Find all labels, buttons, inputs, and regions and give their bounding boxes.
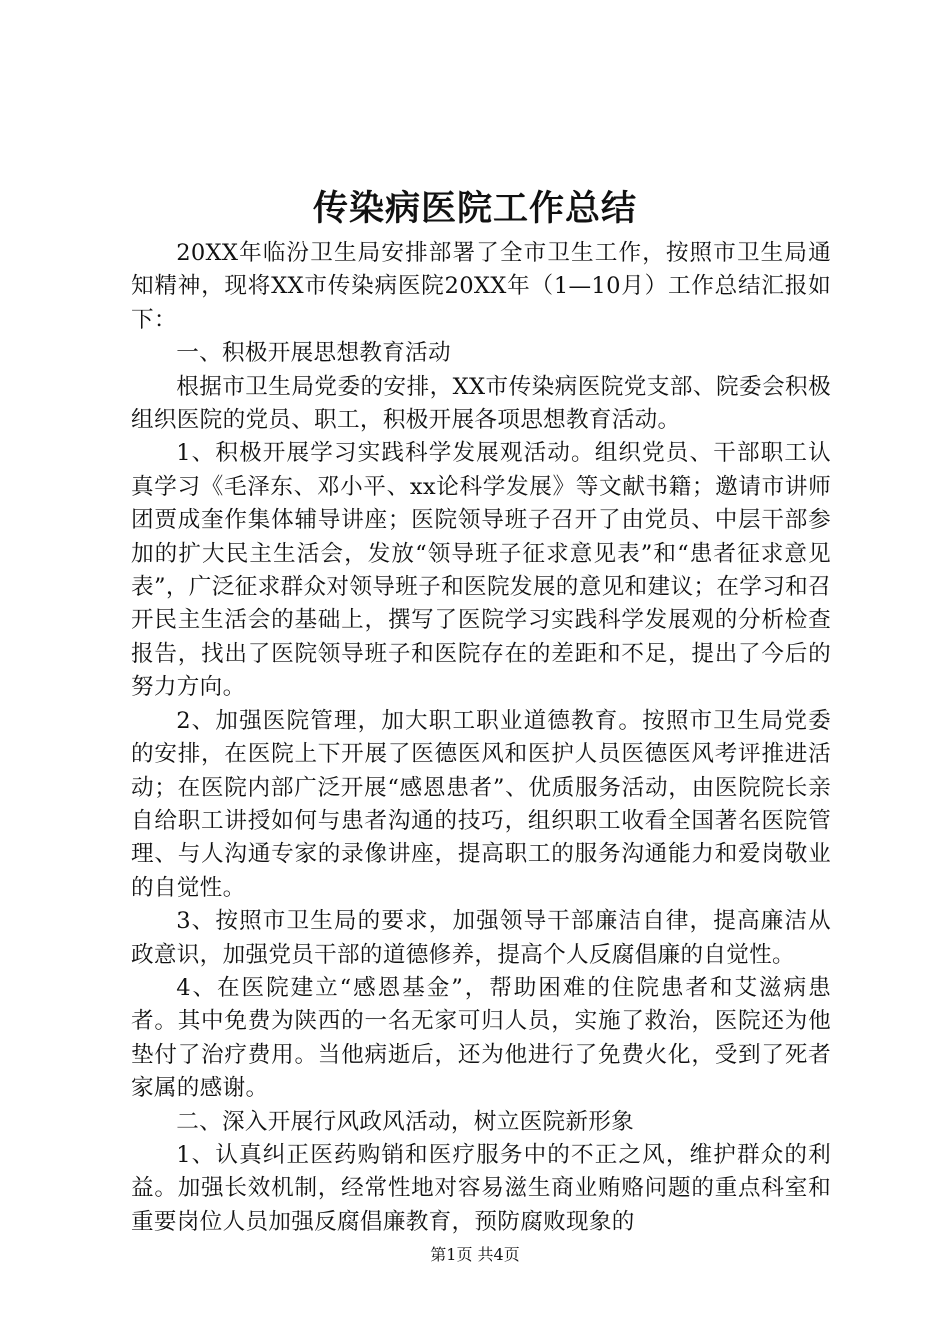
document-title: 传染病医院工作总结: [312, 188, 637, 229]
item-4-paragraph: 4、在医院建立“感恩基金”，帮助困难的住院患者和艾滋病患者。其中免费为陕西的一名无家可归人员，实施了救治，医院还为他垫付了治疗费用。当他病逝后，还为他进行了免费火化，受到了死者家属的感谢。: [131, 974, 831, 1102]
section-2-item-1-paragraph: 1、认真纠正医药购销和医疗服务中的不正之风，维护群众的利益。加强长效机制，经常性地对容易滋生商业贿赂问题的重点科室和重要岗位人员加强反腐倡廉教育，预防腐败现象的: [131, 1141, 831, 1235]
section-heading-1: 一、积极开展思想教育活动: [176, 340, 451, 367]
document-body: [131, 237, 831, 1239]
item-2-paragraph: 2、加强医院管理，加大职工职业道德教育。按照市卫生局党委的安排，在医院上下开展了医德医风和医护人员医德医风考评推进活动；在医院内部广泛开展“感恩患者”、优质服务活动，由医院院长亲自给职工讲授如何与患者沟通的技巧，组织职工收看全国著名医院管理、与人沟通专家的录像讲座，提高职工的服务沟通能力和爱岗敬业的自觉性。: [131, 707, 831, 901]
item-3-paragraph: 3、按照市卫生局的要求，加强领导干部廉洁自律，提高廉洁从政意识，加强党员干部的道德修养，提高个人反腐倡廉的自觉性。: [131, 908, 831, 968]
intro-paragraph: 20XX年临汾卫生局安排部署了全市卫生工作，按照市卫生局通知精神，现将XX市传染病医院20XX年（1—10月）工作总结汇报如下：: [131, 240, 831, 333]
page-number-footer: 第1页 共4页: [430, 1245, 520, 1264]
section-1-intro-paragraph: 根据市卫生局党委的安排，XX市传染病医院党支部、院委会积极组织医院的党员、职工，积极开展各项思想教育活动。: [131, 373, 831, 434]
item-1-paragraph: 1、积极开展学习实践科学发展观活动。组织党员、干部职工认真学习《毛泽东、邓小平、xx论科学发展》等文献书籍；邀请市讲师团贾成奎作集体辅导讲座；医院领导班子召开了由党员、中层干部参加的扩大民主生活会，发放“领导班子征求意见表”和“患者征求意见表”，广泛征求群众对领导班子和医院发展的意见和建议；在学习和召开民主生活会的基础上，撰写了医院学习实践科学发展观的分析检查报告，找出了医院领导班子和医院存在的差距和不足，提出了今后的努力方向。: [131, 440, 831, 701]
section-heading-2: 二、深入开展行风政风活动，树立医院新形象: [176, 1108, 635, 1135]
